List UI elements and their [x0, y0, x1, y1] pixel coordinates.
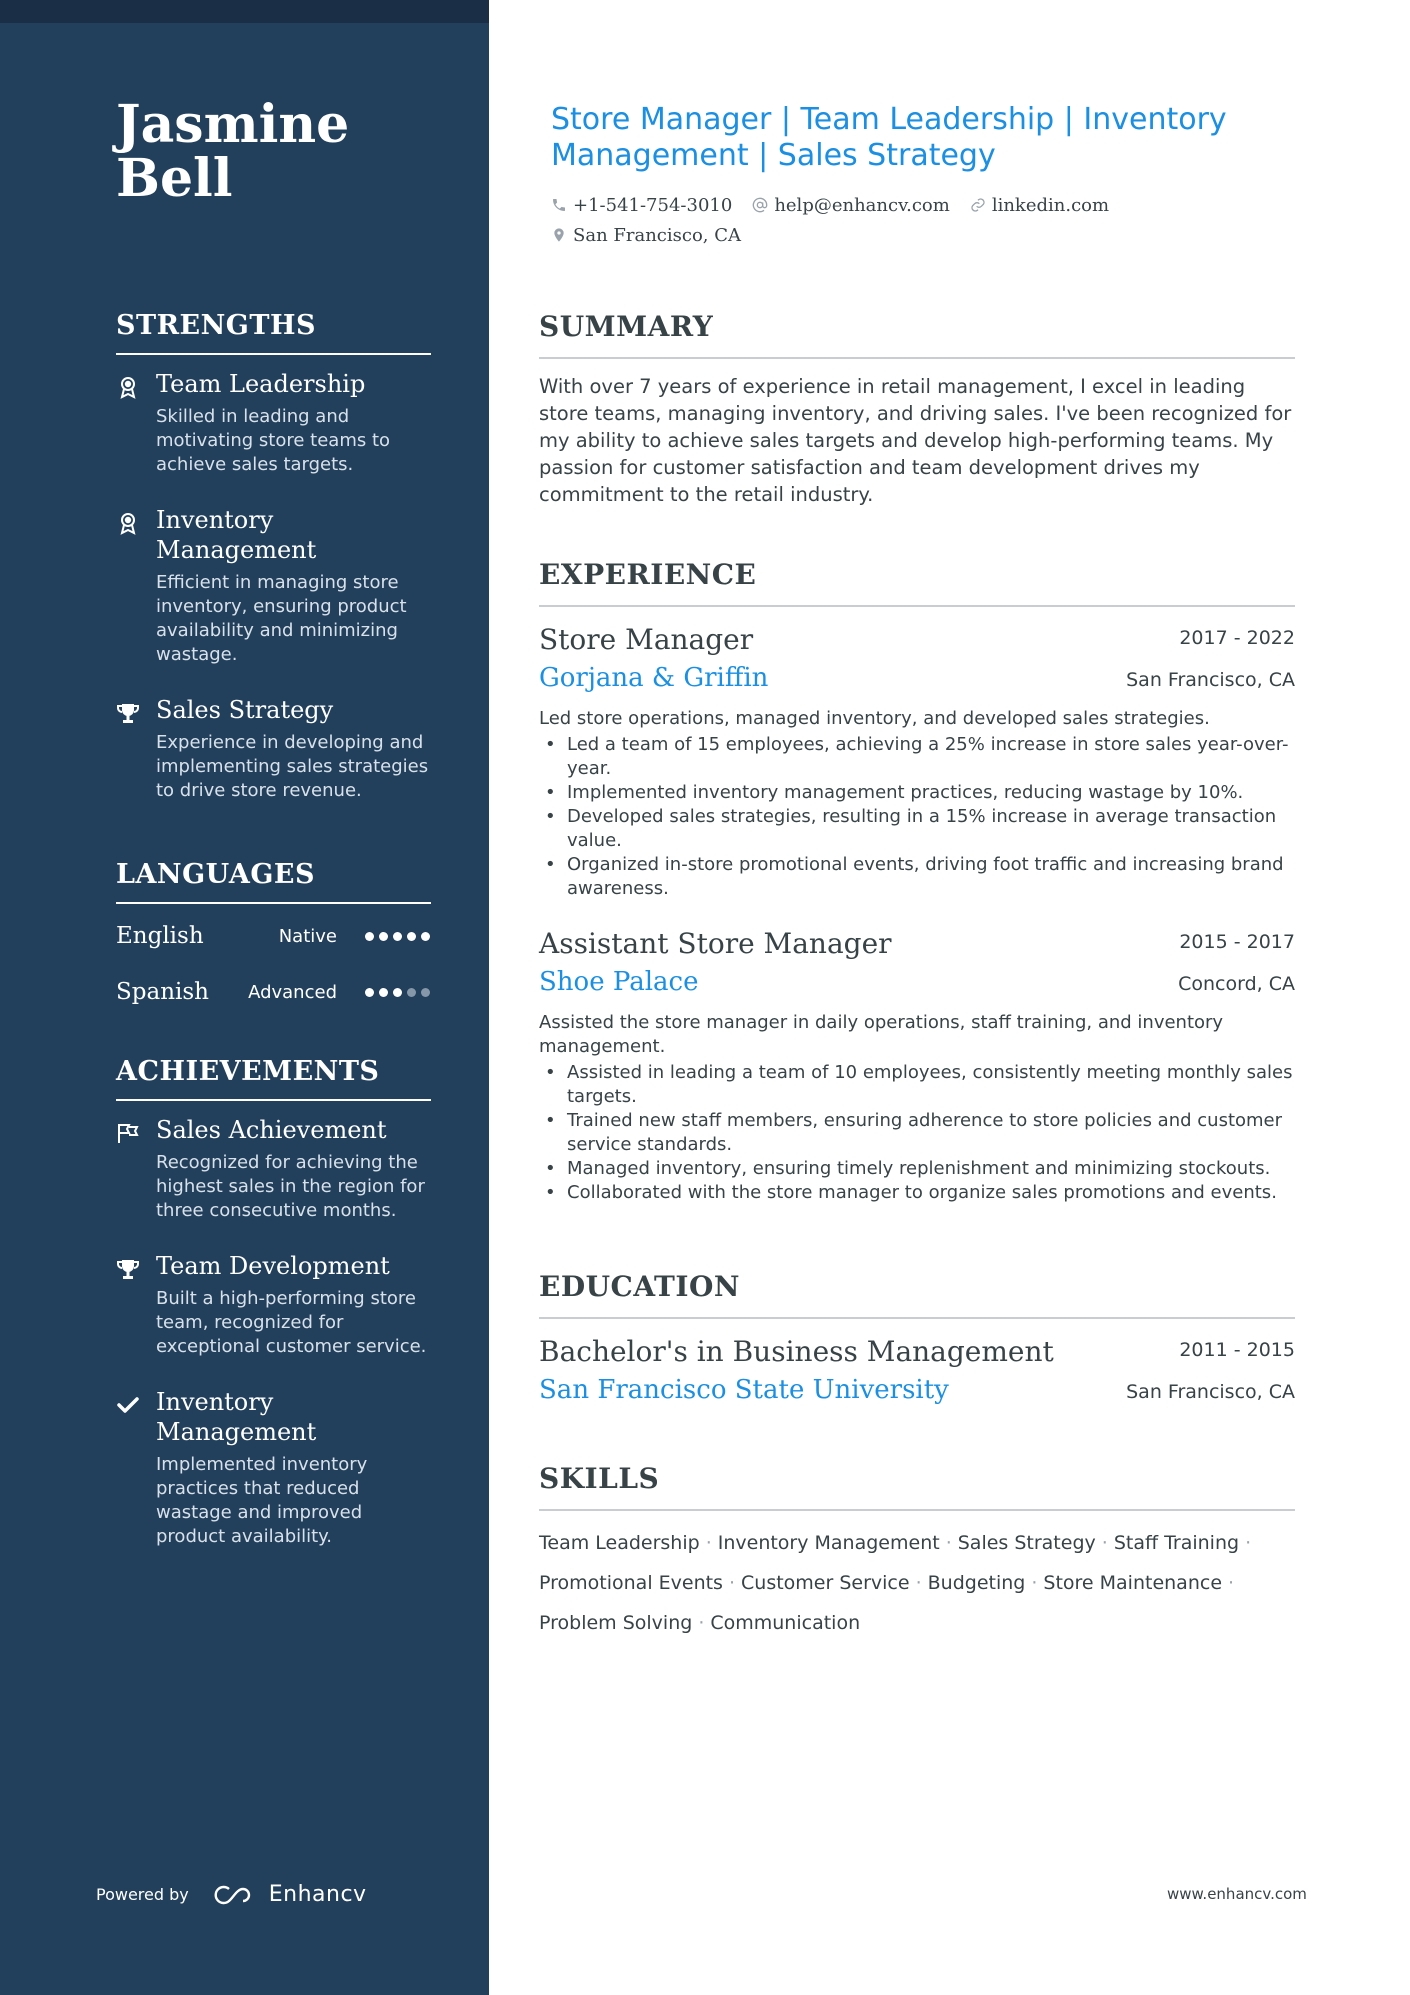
- link-icon: [970, 197, 986, 213]
- rating-dot-filled: [421, 932, 430, 941]
- education-heading: EDUCATION: [539, 1270, 1295, 1319]
- skill-tag: Communication: [710, 1612, 861, 1634]
- email-text: help@enhancv.com: [774, 194, 950, 216]
- powered-by: [96, 1882, 367, 1907]
- strength-description: Efficient in managing store inventory, ensuring product availability and minimizing wastage.: [156, 572, 407, 665]
- skill-tag: Budgeting ·: [927, 1572, 1038, 1594]
- skill-tag: Customer Service ·: [741, 1572, 922, 1594]
- skill-tag: Problem Solving ·: [539, 1612, 705, 1634]
- job-location: Concord, CA: [1178, 973, 1295, 995]
- education-school: San Francisco State University: [539, 1375, 949, 1405]
- contact-info: [551, 190, 1291, 250]
- linkedin-text: linkedin.com: [991, 194, 1110, 216]
- education-dates: 2011 - 2015: [1179, 1339, 1295, 1361]
- skill-tag: Team Leadership ·: [539, 1532, 712, 1554]
- language-level: Native: [278, 925, 337, 947]
- contact-linkedin[interactable]: [970, 195, 1109, 216]
- education-entry: [539, 1333, 1295, 1409]
- rating-dot-filled: [365, 932, 374, 941]
- experience-heading: EXPERIENCE: [539, 558, 1295, 607]
- enhancv-logo[interactable]: [213, 1882, 367, 1907]
- language-name: Spanish: [116, 979, 209, 1005]
- education-section: [539, 1270, 1295, 1409]
- job-bullet: • Led a team of 15 employees, achieving a 25% increase in store sales year-over-year.: [539, 733, 1295, 781]
- achievement-title: Inventory Management: [156, 1388, 317, 1446]
- achievement-item: [116, 1251, 431, 1359]
- award-icon: [116, 511, 140, 535]
- phone-text: +1-541-754-3010: [573, 194, 733, 216]
- at-sign-icon: [752, 197, 768, 213]
- skill-tag: Inventory Management ·: [717, 1532, 952, 1554]
- languages-section: [116, 859, 431, 1020]
- footer-url[interactable]: www.enhancv.com: [1167, 1885, 1307, 1903]
- sidebar: [0, 0, 489, 1995]
- job-bullet: • Implemented inventory management practices, reducing wastage by 10%.: [539, 781, 1295, 805]
- language-rating: [365, 988, 430, 997]
- languages-heading: LANGUAGES: [116, 859, 431, 904]
- strength-title: Inventory Management: [156, 506, 317, 564]
- contact-phone[interactable]: [551, 195, 732, 216]
- job-title: Store Manager: [539, 623, 754, 656]
- strength-description: Skilled in leading and motivating store teams to achieve sales targets.: [156, 406, 391, 475]
- achievement-item: [116, 1387, 431, 1549]
- achievement-description: Implemented inventory practices that reduced wastage and improved product availability.: [156, 1454, 368, 1547]
- language-row: [116, 964, 431, 1020]
- job-description: Assisted the store manager in daily operations, staff training, and inventory management.: [539, 1012, 1224, 1057]
- job-entry: [539, 621, 1295, 901]
- rating-dot-filled: [393, 932, 402, 941]
- achievement-item: [116, 1115, 431, 1223]
- achievement-title: Team Development: [156, 1252, 390, 1280]
- powered-by-label: Powered by: [96, 1885, 189, 1904]
- skill-tag: Sales Strategy ·: [957, 1532, 1108, 1554]
- achievements-section: [116, 1056, 431, 1549]
- contact-email[interactable]: [752, 195, 950, 216]
- job-bullet: • Assisted in leading a team of 10 employees, consistently meeting monthly sales targets.: [539, 1061, 1295, 1109]
- job-bullets: [539, 733, 1295, 901]
- job-description: Led store operations, managed inventory, and developed sales strategies.: [539, 708, 1210, 729]
- skill-tag: Staff Training ·: [1113, 1532, 1252, 1554]
- headline: Store Manager | Team Leadership | Inventory Management | Sales Strategy: [551, 102, 1227, 173]
- experience-section: [539, 558, 1295, 1205]
- rating-dot-filled: [379, 988, 388, 997]
- strengths-heading: STRENGTHS: [116, 310, 431, 355]
- enhancv-wordmark: Enhancv: [268, 1882, 367, 1907]
- phone-icon: [551, 197, 567, 213]
- enhancv-logo-icon: [213, 1883, 259, 1907]
- job-bullets: [539, 1061, 1295, 1205]
- language-row: [116, 908, 431, 964]
- job-dates: 2017 - 2022: [1179, 627, 1295, 649]
- rating-dot-filled: [379, 932, 388, 941]
- checkmark-icon: [116, 1393, 140, 1417]
- location-text: San Francisco, CA: [573, 224, 742, 246]
- strength-description: Experience in developing and implementing sales strategies to drive store revenue.: [156, 732, 429, 801]
- trophy-icon: [116, 1257, 140, 1281]
- award-icon: [116, 375, 140, 399]
- job-bullet: • Trained new staff members, ensuring adherence to store policies and customer service standards.: [539, 1109, 1295, 1157]
- job-location: San Francisco, CA: [1126, 669, 1295, 691]
- strength-item: [116, 505, 431, 667]
- contact-location: [551, 225, 741, 246]
- job-company: Shoe Palace: [539, 967, 699, 997]
- education-location: San Francisco, CA: [1126, 1381, 1295, 1403]
- achievement-description: Built a high-performing store team, recognized for exceptional customer service.: [156, 1288, 427, 1357]
- skills-section: [539, 1462, 1295, 1643]
- rating-dot-empty: [421, 988, 430, 997]
- achievements-heading: ACHIEVEMENTS: [116, 1056, 431, 1101]
- rating-dot-filled: [407, 932, 416, 941]
- rating-dot-empty: [407, 988, 416, 997]
- skills-heading: SKILLS: [539, 1462, 1295, 1511]
- job-title: Assistant Store Manager: [539, 927, 892, 960]
- summary-section: [539, 310, 1295, 508]
- job-company: Gorjana & Griffin: [539, 663, 769, 693]
- person-name: Jasmine Bell: [116, 94, 350, 209]
- job-bullet: • Developed sales strategies, resulting in a 15% increase in average transaction value.: [539, 805, 1295, 853]
- strength-title: Team Leadership: [156, 370, 366, 398]
- strength-item: [116, 695, 431, 803]
- strengths-section: [116, 310, 431, 803]
- skill-tag: Promotional Events ·: [539, 1572, 736, 1594]
- rating-dot-filled: [365, 988, 374, 997]
- strength-item: [116, 369, 431, 477]
- job-bullet: • Organized in-store promotional events, driving foot traffic and increasing brand awareness.: [539, 853, 1295, 901]
- skill-tag: Store Maintenance ·: [1043, 1572, 1235, 1594]
- flag-icon: [116, 1121, 140, 1145]
- job-bullet: • Managed inventory, ensuring timely replenishment and minimizing stockouts.: [539, 1157, 1295, 1181]
- education-degree: Bachelor's in Business Management: [539, 1335, 1054, 1368]
- language-rating: [365, 932, 430, 941]
- summary-text: With over 7 years of experience in retail management, I excel in leading store teams, managing inventory, and driving sales. I've been recognized for my ability to achieve sales targets and develop high-performing teams. My passion for customer satisfaction and team development drives my commitment to the retail industry.: [539, 375, 1292, 506]
- job-dates: 2015 - 2017: [1179, 931, 1295, 953]
- rating-dot-filled: [393, 988, 402, 997]
- job-bullet: • Collaborated with the store manager to organize sales promotions and events.: [539, 1181, 1295, 1205]
- job-entry: [539, 925, 1295, 1205]
- language-level: Advanced: [248, 981, 337, 1003]
- summary-heading: SUMMARY: [539, 310, 1295, 359]
- strength-title: Sales Strategy: [156, 696, 334, 724]
- trophy-icon: [116, 701, 140, 725]
- skills-list: [539, 1523, 1295, 1643]
- sidebar-top-bar: [0, 0, 489, 23]
- location-pin-icon: [551, 227, 567, 243]
- achievement-description: Recognized for achieving the highest sales in the region for three consecutive months.: [156, 1152, 425, 1221]
- language-name: English: [116, 923, 204, 949]
- achievement-title: Sales Achievement: [156, 1116, 387, 1144]
